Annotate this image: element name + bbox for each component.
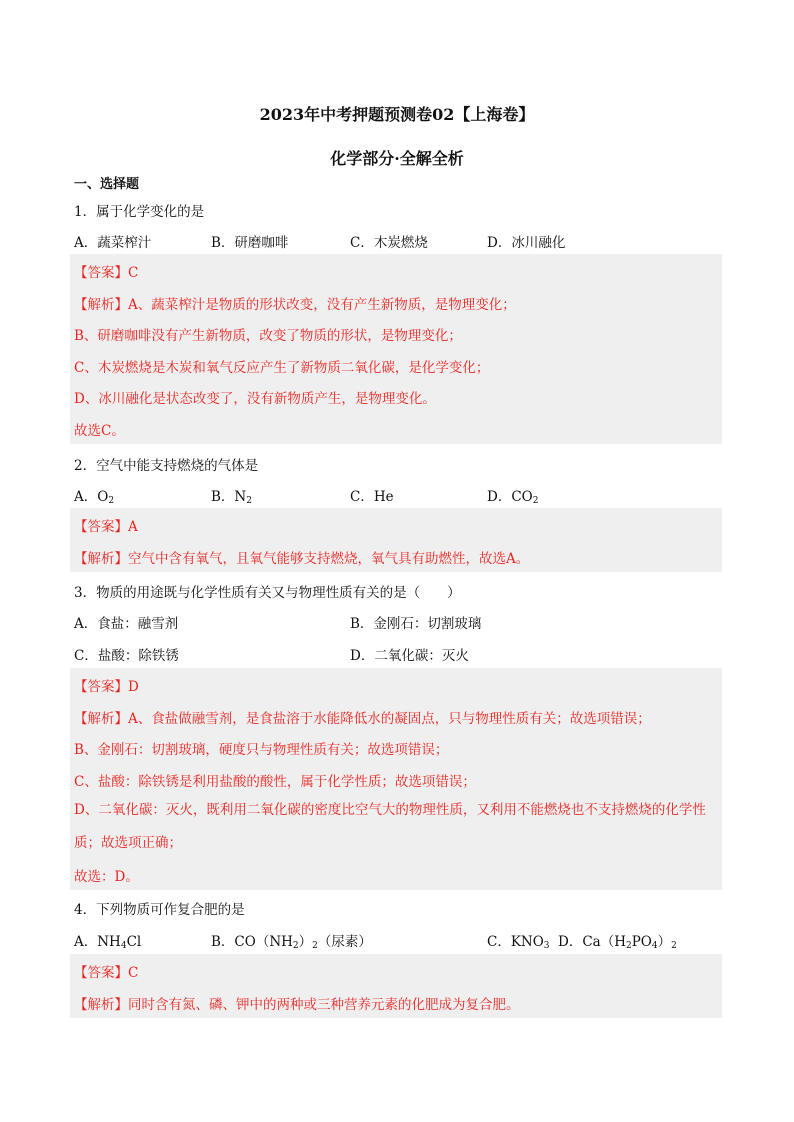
question-3-stem: 3．物质的用途既与化学性质有关又与物理性质有关的是（ ） <box>74 585 461 601</box>
question-4-options <box>74 930 724 950</box>
option-a: A．蔬菜榨汁 <box>74 235 152 251</box>
analysis-line: 故选C。 <box>74 423 125 439</box>
question-3-solution-box <box>70 668 722 890</box>
question-1-solution-box <box>70 254 722 444</box>
analysis-line: B、研磨咖啡没有产生新物质，改变了物质的形状，是物理变化； <box>74 328 462 344</box>
option-b: B．$CO(NH_2)_2$（尿素） <box>211 934 372 951</box>
option-c: C．盐酸：除铁锈 <box>74 648 179 664</box>
option-d: D．$CO_2$ <box>487 489 539 506</box>
question-4-stem: 4．下列物质可作复合肥的是 <box>74 902 245 918</box>
option-a: A．$NH_4Cl$ <box>74 934 142 951</box>
answer: 【答案】C <box>74 965 139 981</box>
option-d: D．$Ca(H_2PO_4)_2$ <box>558 934 677 951</box>
option-d: D．冰川融化 <box>487 235 566 251</box>
answer: 【答案】D <box>74 679 139 695</box>
analysis-line: 【解析】A、蔬菜榨汁是物质的形状改变，没有产生新物质，是物理变化； <box>74 297 516 313</box>
analysis-line: 【解析】A、食盐做融雪剂，是食盐溶于水能降低水的凝固点，只与物理性质有关；故选项错误； <box>74 711 651 727</box>
document-subtitle: 化学部分·全解全析 <box>330 149 464 168</box>
question-2-stem: 2．空气中能支持燃烧的气体是 <box>74 458 259 474</box>
option-b: B．研磨咖啡 <box>211 235 289 251</box>
option-c: C．He <box>350 489 394 505</box>
question-1-options <box>74 231 724 251</box>
option-a: A．食盐：融雪剂 <box>74 616 179 632</box>
analysis-line: C、木炭燃烧是木炭和氧气反应产生了新物质二氧化碳，是化学变化； <box>74 360 490 376</box>
question-1-stem: 1．属于化学变化的是 <box>74 204 205 220</box>
option-c: C．木炭燃烧 <box>350 235 428 251</box>
option-b: B．金刚石：切割玻璃 <box>350 616 482 632</box>
analysis-line: B、金刚石：切割玻璃，硬度只与物理性质有关；故选项错误； <box>74 742 449 758</box>
question-3-options-row1 <box>74 612 724 632</box>
analysis-line: D、冰川融化是状态改变了，没有新物质产生，是物理变化。 <box>74 391 436 407</box>
analysis-line: D、二氧化碳：灭火，既利用二氧化碳的密度比空气大的物理性质，又利用不能燃烧也不支持燃烧的化学性质；故选项正确； <box>74 802 706 851</box>
section-heading: 一、选择题 <box>74 177 140 192</box>
question-2-solution-box <box>70 508 722 572</box>
option-b: B．$N_2$ <box>211 489 252 506</box>
answer: 【答案】C <box>74 265 139 281</box>
option-a: A．$O_2$ <box>74 489 115 506</box>
option-c: C．$KNO_3$ <box>487 934 550 951</box>
question-3-options-row2 <box>74 644 724 664</box>
analysis-line: C、盐酸：除铁锈是利用盐酸的酸性，属于化学性质；故选项错误； <box>74 774 476 790</box>
analysis-line: 【解析】空气中含有氧气，且氧气能够支持燃烧，氧气具有助燃性，故选A。 <box>74 551 530 567</box>
answer: 【答案】A <box>74 519 138 535</box>
analysis-line: 【解析】同时含有氮、磷、钾中的两种或三种营养元素的化肥成为复合肥。 <box>74 997 520 1013</box>
document-title: 2023年中考押题预测卷02【上海卷】 <box>259 105 535 124</box>
question-4-solution-box <box>70 954 722 1018</box>
option-d: D．二氧化碳：灭火 <box>350 648 469 664</box>
analysis-line: 故选：D。 <box>74 869 139 885</box>
question-2-options <box>74 485 724 505</box>
